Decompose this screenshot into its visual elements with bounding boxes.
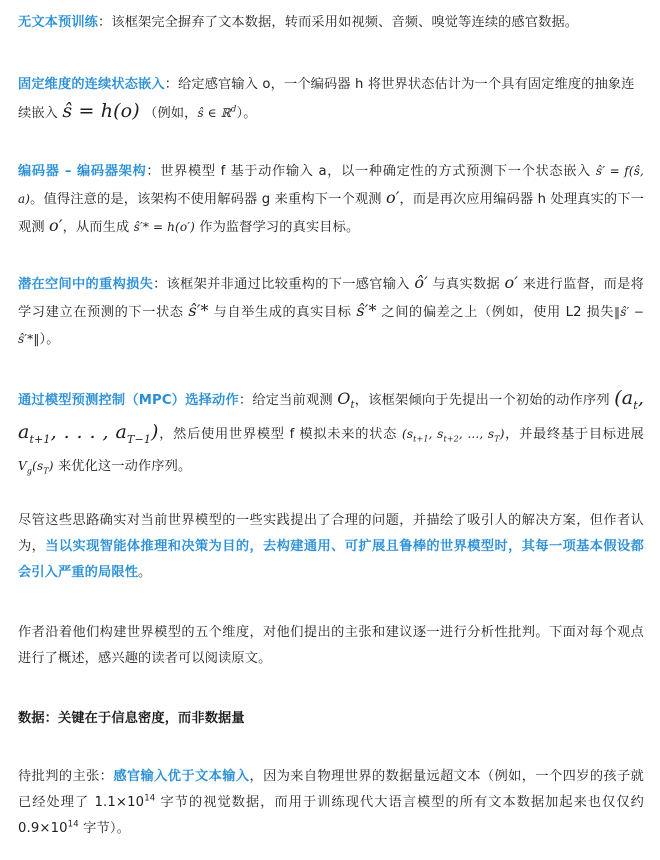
section-body: 来优化这一动作序列。 [57, 458, 192, 474]
section-title: 通过模型预测控制（MPC）选择动作 [18, 393, 239, 408]
section-mpc-action-selection [18, 385, 644, 484]
section-title: 潜在空间中的重构损失 [18, 277, 154, 292]
paragraph-text: 字节的视觉数据，而用于训练现代大语言模型的所有文本数据加起来也仅仅约 0.9×10 [18, 795, 644, 836]
math-symbol: , a [18, 387, 645, 444]
section-text-free-pretraining [18, 10, 644, 36]
section-body: ：该框架并非通过比较重构的下一感官输入 [153, 277, 410, 292]
math-symbol: ) [151, 421, 159, 444]
math-symbol: , . . . , a [50, 421, 127, 444]
section-title: 固定维度的连续状态嵌入 [18, 77, 165, 92]
math-symbol: O [337, 389, 351, 408]
math-formula: o′ [49, 216, 63, 235]
section-title: 编码器 – 编码器架构 [18, 164, 147, 179]
section-body: ：世界模型 f 基于动作输入 a，以一种确定性的方式预测下一个状态嵌入 [146, 164, 592, 179]
exponent: 14 [67, 819, 79, 830]
section-body: 之间的偏差之上（例如，使用 L2 损失 [381, 305, 615, 320]
section-body: ，并最终基于目标进展 [504, 427, 645, 443]
section-body: 与真实数据 [432, 277, 500, 292]
math-formula: ŝ′* [356, 301, 377, 320]
section-body: ，该框架倾向于先提出一个初始的动作序列 [354, 393, 610, 408]
math-formula: ô′ [414, 273, 428, 292]
section-body: ：给定感官输入 o，一个编码器 h 将世界状态估计为一个具有固定维度的抽象连续嵌入 [18, 77, 635, 121]
section-body: ，然后使用世界模型 f 模拟未来的状态 [158, 427, 398, 443]
section-latent-reconstruction-loss [18, 270, 644, 353]
paragraph-overview: 作者沿着他们构建世界模型的五个维度，对他们提出的主张和建议逐一进行分析性批判。下面对每个观点进行了概述，感兴趣的读者可以阅读原文。 [18, 625, 644, 666]
math-subscript: t+1 [413, 434, 429, 444]
math-subscript: t+2 [443, 434, 459, 444]
math-symbol: ) [48, 458, 54, 473]
math-formula: ŝ′* [188, 301, 209, 320]
math-formula: o′ [504, 273, 519, 292]
math-symbol: (a [614, 387, 634, 409]
math-formula [337, 389, 355, 412]
math-subscript: T [43, 466, 49, 476]
section-body: ，而是再次应用编码器 h 处理真实的下一观测 [18, 192, 644, 235]
math-subscript: t [633, 398, 638, 412]
paragraph-text: 。 [138, 565, 152, 580]
exponent: 14 [144, 793, 156, 804]
section-body: 作为监督学习的真实目标。 [199, 220, 360, 235]
paragraph-claim [18, 764, 644, 842]
section-body: 。值得注意的是，该架构不使用解码器 g 来重构下一个观测 [30, 192, 382, 207]
math-formula [18, 458, 54, 476]
highlighted-statement: 当以实现智能体推理和决策为目的，去构建通用、可扩展且鲁棒的世界模型时，其每一项基本假设都会引入严重的局限性 [18, 539, 644, 580]
math-symbol: (s [32, 458, 44, 473]
section-body: 与自举生成的真实目标 [213, 305, 352, 320]
paragraph-text: ，因为来自物理世界的数据量远超文本（例如，一个四岁的孩子就已经处理了 1.1×10 [18, 769, 645, 810]
section-title: 无文本预训练 [18, 15, 99, 30]
section-body: ）。 [236, 106, 257, 121]
math-formula: o′ [385, 188, 400, 207]
math-formula: ŝ′* = h(o′) [133, 220, 195, 234]
math-subscript: T [494, 434, 500, 444]
math-formula: ŝ = h(o) [62, 100, 140, 122]
math-subscript: g [26, 466, 33, 476]
paragraph-critique-intro [18, 508, 644, 586]
math-symbol: , s [428, 427, 444, 442]
math-formula [401, 427, 505, 444]
math-symbol: V [18, 458, 27, 473]
paragraph-text: 字节）。 [78, 821, 130, 836]
math-subscript: T−1 [127, 432, 152, 446]
math-subscript: t [350, 400, 355, 412]
section-body: ：该框架完全摒弃了文本数据，转而采用如视频、音频、嗅觉等连续的感官数据。 [98, 15, 579, 30]
section-heading: 数据：关键在于信息密度，而非数据量 [18, 711, 245, 726]
section-fixed-dim-embedding [18, 72, 644, 127]
paragraph-text: 待批判的主张： [18, 769, 114, 784]
section-body: ）。 [39, 332, 60, 347]
math-subscript: t+1 [29, 432, 51, 446]
section-encoder-encoder [18, 158, 644, 241]
math-symbol: , ..., s [458, 427, 495, 442]
math-symbol: ) [499, 427, 505, 442]
math-formula: ŝ ∈ ℝ [197, 106, 231, 120]
math-formula: ‖ŝ′ − ŝ′*‖ [18, 305, 645, 346]
highlighted-claim: 感官输入优于文本输入 [113, 769, 250, 784]
math-symbol: (s [401, 427, 414, 442]
paragraph-text: 尽管这些思路确实对当前世界模型的一些实践提出了合理的问题，并描绘了吸引人的解决方案，但作者认为， [18, 513, 644, 554]
section-body: 来进行监督，而是将学习建立在预测的下一状态 [18, 277, 645, 320]
section-body: ，从而生成 [62, 220, 130, 235]
section-body: （例如， [144, 106, 198, 121]
math-formula: ŝ′ = f(ŝ, a) [18, 164, 645, 206]
math-superscript: d [230, 104, 237, 115]
section-body: ：给定当前观测 [238, 393, 333, 408]
